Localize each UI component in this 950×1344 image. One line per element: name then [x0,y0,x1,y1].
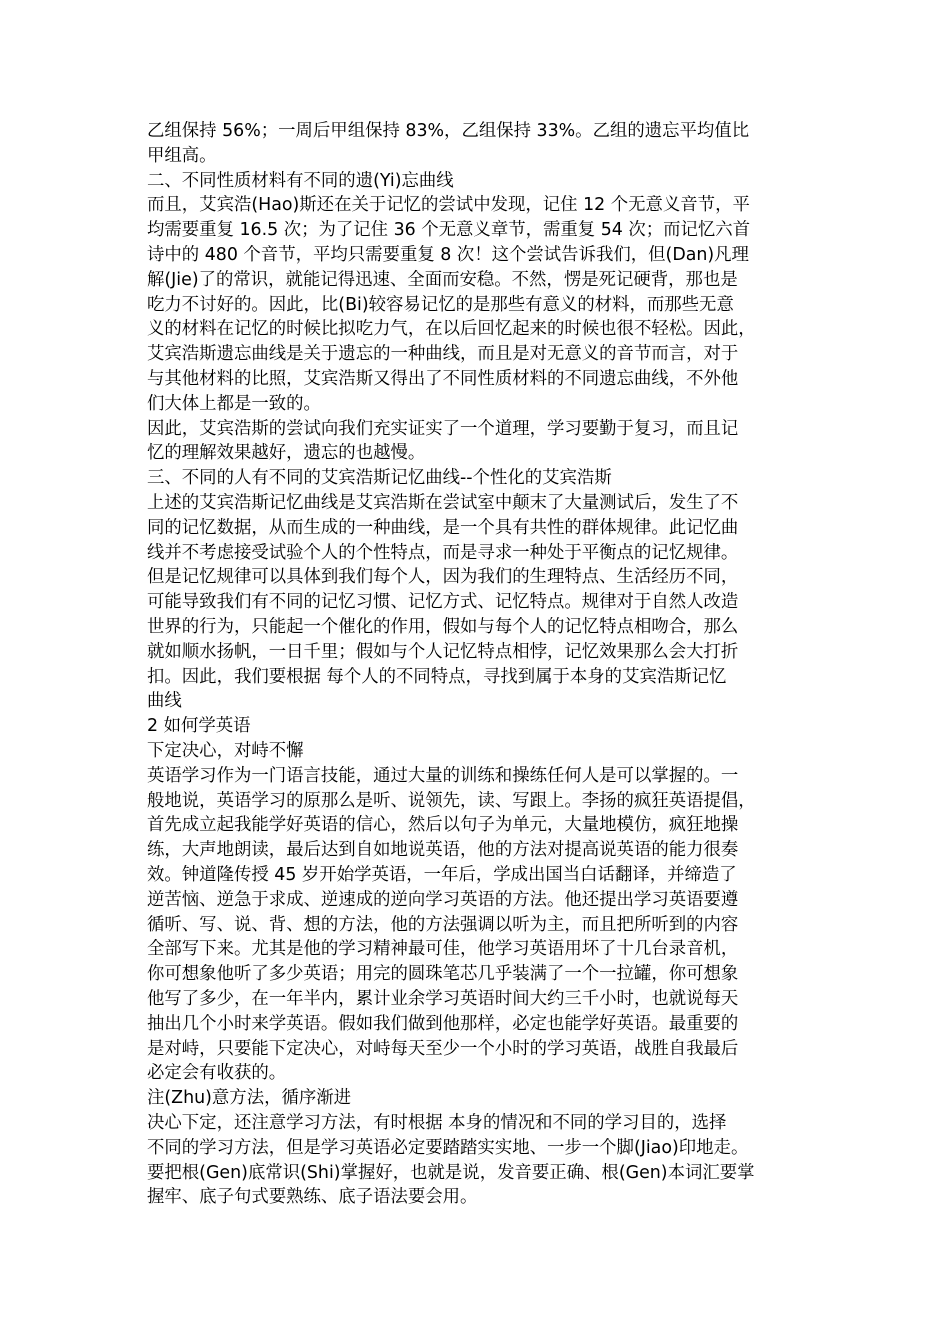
text-line: 义的材料在记忆的时候比拟吃力气，在以后回忆起来的时候也很不轻松。因此， [147,319,756,340]
text-line: 他写了多少，在一年半内，累计业余学习英语时间大约三千小时，也就说每天 [147,989,739,1009]
text-line: 注(Zhu)意方法，循序渐进 [147,1088,352,1109]
text-line: 艾宾浩斯遗忘曲线是关于遗忘的一种曲线，而且是对无意义的音节而言，对于 [147,344,739,365]
text-line: 均需要重复 16.5 次；为了记住 36 个无意义章节，需重复 54 次；而记忆六首 [147,220,751,241]
text-line: 们大体上都是一致的。 [147,393,321,414]
text-line: 你可想象他听了多少英语；用完的圆珠笔芯几乎装满了一个一拉罐，你可想象 [147,964,739,985]
text-line: 扣。因此，我们要根据 每个人的不同特点，寻找到属于本身的艾宾浩斯记忆 [147,666,727,687]
text-line: 三、不同的人有不同的艾宾浩斯记忆曲线--个性化的艾宾浩斯 [147,468,612,489]
text-line: 上述的艾宾浩斯记忆曲线是艾宾浩斯在尝试室中颠末了大量测试后，发生了不 [147,493,739,513]
text-line: 握牢、底子句式要熟练、底子语法要会用。 [147,1187,478,1208]
text-line: 乙组保持 56%；一周后甲组保持 83%，乙组保持 33%。乙组的遗忘平均值比 [147,121,750,141]
text-line: 般地说，英语学习的原那么是听、说领先，读、写跟上。李扬的疯狂英语提倡， [147,790,756,811]
text-line: 首先成立起我能学好英语的信心，然后以句子为单元，大量地模仿，疯狂地操 [147,815,739,836]
text-line: 必定会有收获的。 [147,1063,287,1084]
text-line: 甲组高。 [147,145,217,166]
text-line: 可能导致我们有不同的记忆习惯、记忆方式、记忆特点。规律对于自然人改造 [147,592,739,613]
text-line: 循听、写、说、背、想的方法，他的方法强调以听为主，而且把所听到的内容 [147,914,739,935]
text-line: 诗中的 480 个音节，平均只需要重复 8 次！这个尝试告诉我们，但(Dan)凡理 [147,245,749,265]
text-line: 与其他材料的比照，艾宾浩斯又得出了不同性质材料的不同遗忘曲线，不外他 [147,369,739,389]
text-line: 抽出几个小时来学英语。假如我们做到他那样，必定也能学好英语。最重要的 [147,1013,739,1034]
text-line: 练，大声地朗读，最后达到自如地说英语，他的方法对提高说英语的能力很奏 [147,840,739,861]
text-line: 全部写下来。尤其是他的学习精神最可佳，他学习英语用坏了十几台录音机， [147,939,739,960]
text-line: 因此，艾宾浩斯的尝试向我们充实证实了一个道理，学习要勤于复习，而且记 [147,418,739,439]
text-line: 但是记忆规律可以具体到我们每个人，因为我们的生理特点、生活经历不同， [147,567,739,588]
text-line: 忆的理解效果越好，遗忘的也越慢。 [147,443,426,464]
text-line: 吃力不讨好的。因此，比(Bi)较容易记忆的是那些有意义的材料，而那些无意 [147,294,734,315]
text-line: 而且，艾宾浩(Hao)斯还在关于记忆的尝试中发现，记住 12 个无意义音节，平 [147,195,750,216]
text-line: 二、不同性质材料有不同的遗(Yi)忘曲线 [147,170,454,191]
text-line: 同的记忆数据，从而生成的一种曲线，是一个具有共性的群体规律。此记忆曲 [147,517,739,538]
text-line: 曲线 [147,691,182,712]
text-line: 2 如何学英语 [147,716,251,737]
text-line: 要把根(Gen)底常识(Shi)掌握好，也就是说，发音要正确、根(Gen)本词汇要掌 [147,1162,755,1183]
text-line: 决心下定，还注意学习方法，有时根据 本身的情况和不同的学习目的，选择 [147,1113,727,1133]
text-line: 解(Jie)了的常识，就能记得迅速、全面而安稳。不然，愣是死记硬背，那也是 [147,269,738,290]
text-line: 逆苦恼、逆急于求成、逆速成的逆向学习英语的方法。他还提出学习英语要遵 [147,889,739,910]
text-line: 英语学习作为一门语言技能，通过大量的训练和操练任何人是可以掌握的。一 [147,765,739,786]
text-line: 就如顺水扬帆，一日千里；假如与个人记忆特点相悖，记忆效果那么会大打折 [147,641,739,662]
text-line: 下定决心，对峙不懈 [147,741,304,761]
text-line: 效。钟道隆传授 45 岁开始学英语，一年后，学成出国当白话翻译，并缔造了 [147,865,737,885]
text-line: 线并不考虑接受试验个人的个性特点，而是寻求一种处于平衡点的记忆规律。 [147,542,739,563]
text-line: 是对峙，只要能下定决心，对峙每天至少一个小时的学习英语，战胜自我最后 [147,1038,739,1059]
text-line: 世界的行为，只能起一个催化的作用，假如与每个人的记忆特点相吻合，那么 [147,617,739,637]
text-line: 不同的学习方法，但是学习英语必定要踏踏实实地、一步一个脚(Jiao)印地走。 [147,1137,749,1158]
